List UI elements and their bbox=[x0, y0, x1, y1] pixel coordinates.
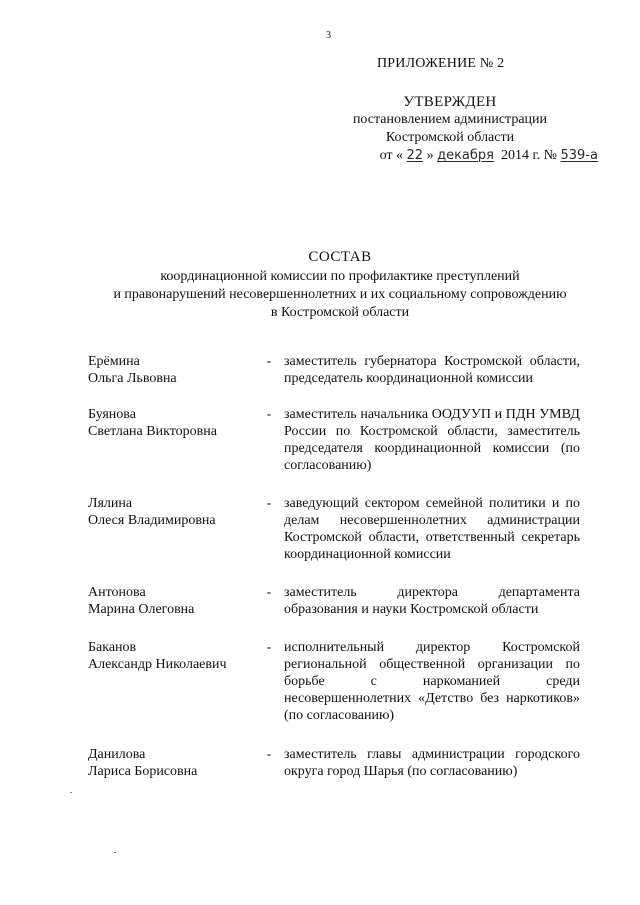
member-given-name: Ольга Львовна bbox=[88, 371, 177, 386]
member-role: заместитель начальника ООДУУП и ПДН УМВД России по Костромской области, заместитель председателя координационной комиссии (по согласованию) bbox=[284, 407, 580, 473]
date-prefix: от « bbox=[379, 148, 404, 163]
member-row bbox=[88, 584, 580, 618]
decree-number: 539-а bbox=[560, 148, 598, 163]
member-row bbox=[88, 746, 580, 780]
member-name bbox=[88, 584, 254, 618]
member-row bbox=[88, 353, 580, 387]
member-surname: Буянова bbox=[88, 407, 136, 422]
date-day: 22 bbox=[406, 148, 424, 163]
composition-heading bbox=[60, 248, 620, 322]
member-given-name: Александр Николаевич bbox=[88, 657, 227, 672]
member-role: заместитель главы администрации городского округа город Шарья (по согласованию) bbox=[284, 747, 580, 779]
member-role: исполнительный директор Костромской региональной общественной организации по борьбе с наркоманией среди несовершеннолетних «Детство без наркотиков» (по согласованию) bbox=[284, 640, 580, 723]
approval-line-1: постановлением администрации bbox=[352, 112, 548, 127]
member-surname: Баканов bbox=[88, 640, 137, 655]
page-number: 3 bbox=[326, 30, 331, 41]
composition-line-3: в Костромской области bbox=[270, 305, 410, 320]
approval-line-2: Костромской области bbox=[385, 130, 515, 145]
member-row bbox=[88, 406, 580, 474]
appendix-heading: ПРИЛОЖЕНИЕ № 2 bbox=[377, 56, 505, 71]
member-surname: Антонова bbox=[88, 585, 146, 600]
member-name bbox=[88, 746, 254, 780]
member-name bbox=[88, 406, 254, 474]
member-name bbox=[88, 639, 254, 724]
scan-speck bbox=[70, 792, 72, 793]
member-name bbox=[88, 495, 254, 563]
approval-block bbox=[300, 93, 600, 165]
member-dash: - bbox=[266, 354, 272, 369]
member-surname: Ерёмина bbox=[88, 354, 140, 369]
date-month: декабря bbox=[437, 148, 494, 163]
composition-title: СОСТАВ bbox=[308, 249, 372, 265]
member-dash: - bbox=[266, 407, 272, 422]
member-given-name: Марина Олеговна bbox=[88, 602, 195, 617]
member-row bbox=[88, 495, 580, 563]
date-year: 2014 г. № bbox=[500, 148, 558, 163]
composition-line-1: координационной комиссии по профилактике преступлений bbox=[160, 269, 520, 284]
composition-line-2: и правонарушений несовершеннолетних и их социальному сопровождению bbox=[113, 287, 567, 302]
scan-speck bbox=[114, 852, 116, 853]
member-role: заведующий сектором семейной политики и по делам несовершеннолетних администрации Костромской области, ответственный секретарь координационной комиссии bbox=[284, 496, 580, 562]
member-list bbox=[88, 353, 580, 799]
date-quote-close: » bbox=[426, 148, 434, 163]
member-name bbox=[88, 353, 254, 387]
member-given-name: Светлана Викторовна bbox=[88, 424, 217, 439]
member-surname: Данилова bbox=[88, 747, 146, 762]
member-dash: - bbox=[266, 585, 272, 600]
member-row bbox=[88, 639, 580, 724]
member-surname: Лялина bbox=[88, 496, 133, 511]
member-dash: - bbox=[266, 640, 272, 655]
approved-title: УТВЕРЖДЕН bbox=[403, 94, 497, 110]
member-role: заместитель губернатора Костромской области, председатель координационной комиссии bbox=[284, 354, 580, 386]
member-dash: - bbox=[266, 496, 272, 511]
approval-date-line bbox=[300, 147, 600, 165]
member-dash: - bbox=[266, 747, 272, 762]
member-given-name: Лариса Борисовна bbox=[88, 764, 198, 779]
member-given-name: Олеся Владимировна bbox=[88, 513, 216, 528]
member-role: заместитель директора департамента образования и науки Костромской области bbox=[284, 585, 580, 617]
